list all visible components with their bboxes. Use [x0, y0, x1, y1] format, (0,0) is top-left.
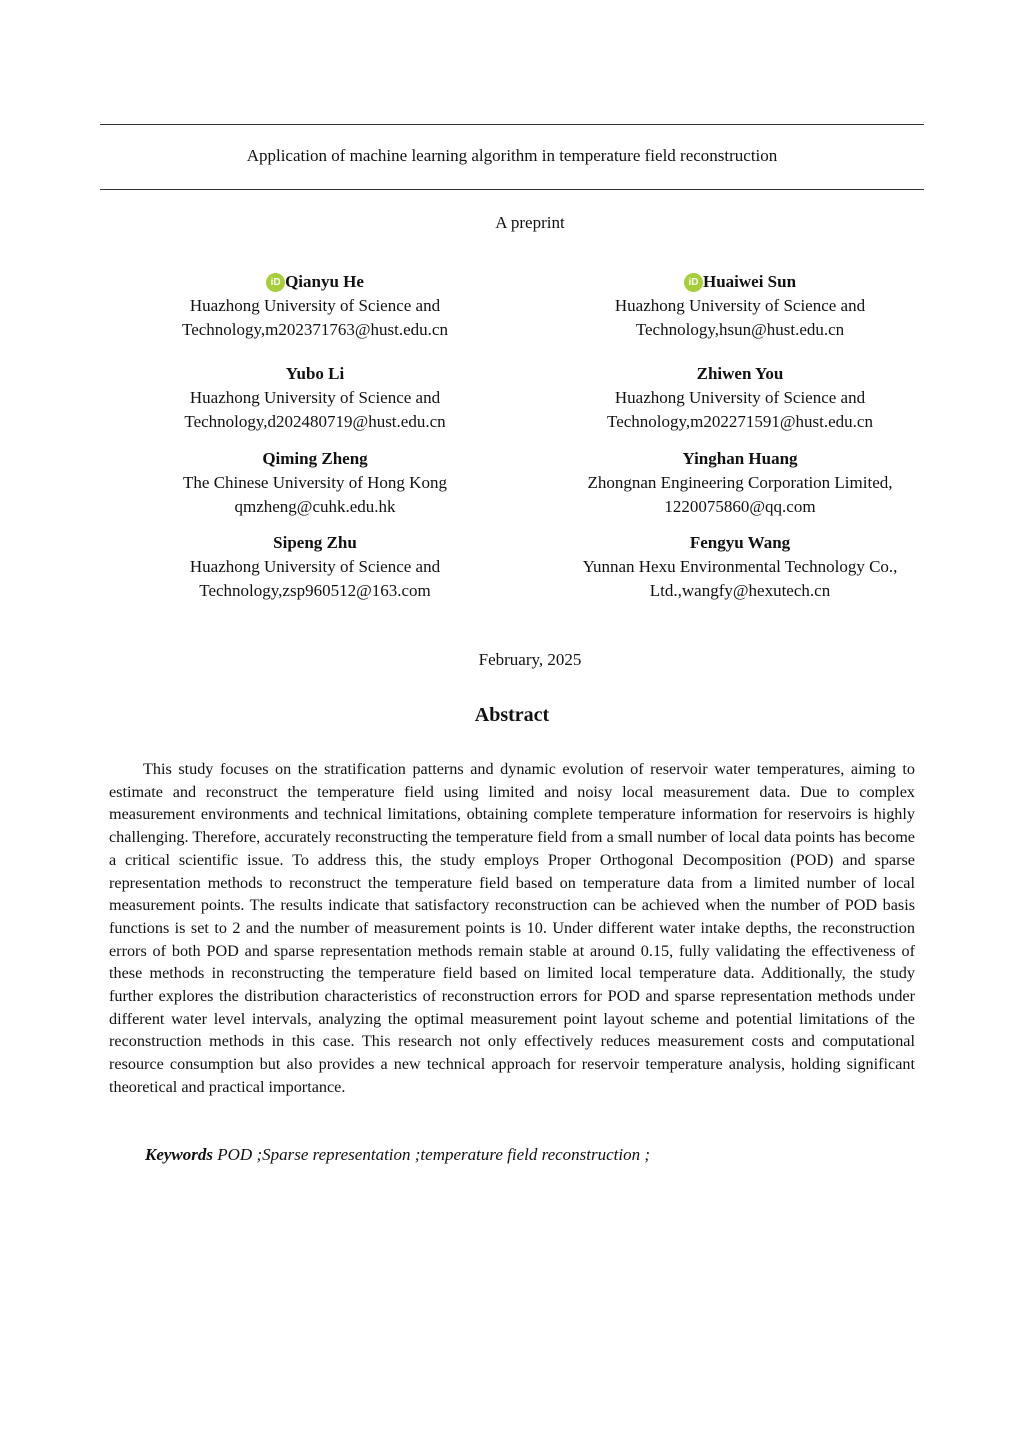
- author-name: Sipeng Zhu: [273, 533, 357, 552]
- author-affiliation: Huazhong University of Science and: [189, 557, 441, 576]
- top-rule: [100, 124, 924, 125]
- keywords-text: POD ;Sparse representation ;temperature field reconstruction ;: [217, 1145, 651, 1164]
- abstract-body: This study focuses on the stratification patterns and dynamic evolution of reservoir water temperatures, aiming to estimate and reconstruct the temperature field using limited and noisy local measurement data. Due to complex measurement environments and technical limitations, obtaining complete temperature information for reservoirs is highly challenging. Therefore, accurately reconstructing the temperature field from a small number of local data points has become a critical scientific issue. To address this, the study employs Proper Orthogonal Decomposition (POD) and sparse representation methods to reconstruct the temperature field based on temperature data from a limited number of local measurement points. The results indicate that satisfactory reconstruction can be achieved when the number of POD basis functions is set to 2 and the number of measurement points is 10. Under different water intake depths, the reconstruction errors of both POD and sparse representation methods remain stable at around 0.15, fully validating the effectiveness of these methods in reconstructing the temperature field based on limited local temperature data. Additionally, the study further explores the distribution characteristics of reconstruction errors for POD and sparse representation methods under different water level intervals, analyzing the optimal measurement point layout scheme and potential limitations of the reconstruction methods in this case. This research not only effectively reduces measurement costs and computational resource consumption but also provides a new technical approach for reservoir temperature analysis, holding significant theoretical and practical importance.: [109, 760, 915, 1096]
- orcid-icon[interactable]: iD: [684, 273, 703, 292]
- author-affiliation: Huazhong University of Science and: [614, 388, 866, 407]
- author-affiliation: Yunnan Hexu Environmental Technology Co.,: [582, 557, 898, 576]
- author-name: Huaiwei Sun: [702, 272, 797, 291]
- author-affiliation: Huazhong University of Science and: [189, 296, 441, 315]
- author-block: [140, 447, 490, 519]
- author-affiliation: The Chinese University of Hong Kong: [183, 473, 447, 492]
- author-email: Ltd.,wangfy@hexutech.cn: [649, 581, 831, 600]
- author-block: [140, 531, 490, 603]
- author-block: [555, 270, 925, 342]
- author-name: Zhiwen You: [696, 364, 784, 383]
- author-email: Technology,m202271591@hust.edu.cn: [607, 412, 873, 431]
- preprint-label: A preprint: [495, 213, 565, 232]
- orcid-icon[interactable]: iD: [266, 273, 285, 292]
- author-name: Yubo Li: [285, 364, 345, 383]
- author-affiliation: Zhongnan Engineering Corporation Limited,: [587, 473, 893, 492]
- author-name: Yinghan Huang: [682, 449, 798, 468]
- author-email: qmzheng@cuhk.edu.hk: [234, 497, 396, 516]
- author-affiliation: Huazhong University of Science and: [614, 296, 866, 315]
- author-block: [540, 531, 940, 603]
- publication-date: February, 2025: [478, 650, 582, 669]
- author-block: [140, 362, 490, 434]
- author-email: 1220075860@qq.com: [664, 497, 816, 516]
- abstract-heading: Abstract: [474, 704, 550, 726]
- author-block: [555, 362, 925, 434]
- author-block: [140, 270, 490, 342]
- author-email: Technology,hsun@hust.edu.cn: [635, 320, 845, 339]
- author-name: Fengyu Wang: [689, 533, 791, 552]
- keywords-line: [145, 1145, 650, 1165]
- author-name: Qianyu He: [285, 272, 364, 291]
- paper-title: Application of machine learning algorithm in temperature field reconstruction: [246, 146, 778, 165]
- author-email: Technology,d202480719@hust.edu.cn: [184, 412, 446, 431]
- author-name: Qiming Zheng: [262, 449, 368, 468]
- keywords-label: Keywords: [145, 1145, 213, 1164]
- title-bottom-rule: [100, 189, 924, 190]
- author-block: [540, 447, 940, 519]
- author-affiliation: Huazhong University of Science and: [189, 388, 441, 407]
- author-email: Technology,m202371763@hust.edu.cn: [182, 320, 448, 339]
- author-email: Technology,zsp960512@163.com: [199, 581, 431, 600]
